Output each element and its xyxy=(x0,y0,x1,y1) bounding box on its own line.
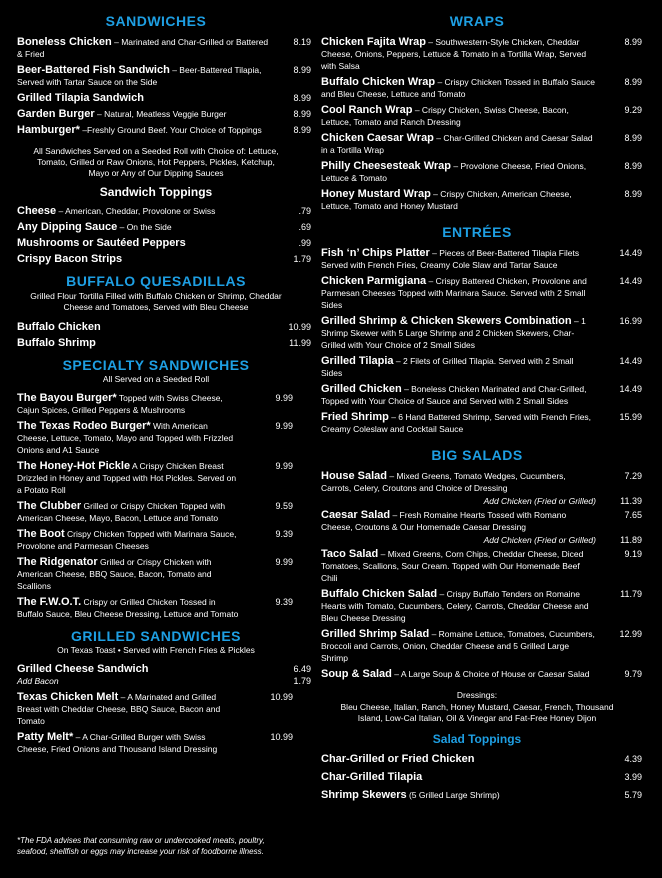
menu-item: The F.W.O.T. Crispy or Grilled Chicken Tossed in Buffalo Sauce, Bleu Cheese Dressing, Lettuce and Tomato 9.39 xyxy=(17,596,293,619)
item-price: 9.99 xyxy=(275,557,293,567)
item-price: 16.99 xyxy=(619,316,642,326)
section-title: Sandwich Toppings xyxy=(99,185,213,199)
wraps-section xyxy=(321,13,642,212)
item-price: 4.39 xyxy=(624,754,642,764)
section-title: BIG SALADS xyxy=(431,447,523,463)
fda-disclaimer: *The FDA advises that consuming raw or undercooked meats, poultry, seafood, shellfish or eggs may increase your risk of foodborne illness. xyxy=(17,836,265,856)
grilled-sandwiches-section xyxy=(17,628,311,755)
item-price: 8.99 xyxy=(624,37,642,47)
item-price: 8.99 xyxy=(293,93,311,103)
item-price: 10.99 xyxy=(288,322,311,332)
menu-item: Buffalo Shrimp 11.99 xyxy=(17,337,311,349)
item-price: 8.19 xyxy=(293,37,311,47)
item-price: .79 xyxy=(298,206,311,216)
item-price: 8.99 xyxy=(293,65,311,75)
item-price: 10.99 xyxy=(270,692,293,702)
section-title: WRAPS xyxy=(449,13,505,29)
menu-item: Fish ‘n’ Chips Platter – Pieces of Beer-Battered Tilapia Filets Served with French Fries, Creamy Cole Slaw and Tartar Sauce 14.49 xyxy=(321,247,642,270)
add-chicken-row: Add Chicken (Fried or Grilled) 11.39 xyxy=(483,496,642,506)
menu-item: Beer-Battered Fish Sandwich – Beer-Battered Tilapia, Served with Tartar Sauce on the Side 8.99 xyxy=(17,64,311,87)
sandwiches-section xyxy=(17,13,311,181)
item-price: 7.65 xyxy=(624,510,642,520)
item-price: 9.29 xyxy=(624,105,642,115)
menu-item: The Honey-Hot Pickle A Crispy Chicken Breast Drizzled in Honey and Topped with Hot Pickles. Served on a Potato Roll 9.99 xyxy=(17,460,293,495)
menu-item: Chicken Fajita Wrap – Southwestern-Style Chicken, Cheddar Cheese, Onions, Peppers, Lettuce & Tomato in a Tortilla Wrap, Served with Salsa 8.99 xyxy=(321,36,642,71)
item-price: 14.49 xyxy=(619,384,642,394)
salad-toppings-section xyxy=(321,732,642,801)
item-price: 1.79 xyxy=(293,254,311,264)
menu-item: The Ridgenator Grilled or Crispy Chicken with American Cheese, BBQ Sauce, Bacon, Tomato and Scallions 9.99 xyxy=(17,556,293,591)
menu-item: Boneless Chicken – Marinated and Char-Grilled or Battered & Fried 8.19 xyxy=(17,36,311,59)
item-price: 8.99 xyxy=(293,125,311,135)
menu-item: Philly Cheesesteak Wrap – Provolone Cheese, Fried Onions, Lettuce & Tomato 8.99 xyxy=(321,160,642,183)
item-price: 9.79 xyxy=(624,669,642,679)
item-price: 8.99 xyxy=(624,133,642,143)
menu-item: Honey Mustard Wrap – Crispy Chicken, American Cheese, Lettuce, Tomato and Honey Mustard 8.99 xyxy=(321,188,642,211)
menu-item: Caesar Salad – Fresh Romaine Hearts Tossed with Romano Cheese, Croutons & Our Homemade Caesar Dressing 7.65 xyxy=(321,509,642,532)
item-price: 11.99 xyxy=(289,338,311,348)
menu-item: Char-Grilled or Fried Chicken 4.39 xyxy=(321,753,642,765)
menu-item: House Salad – Mixed Greens, Tomato Wedges, Cucumbers, Carrots, Celery, Croutons and Choice of Dressing 7.29 xyxy=(321,470,642,493)
item-price: 11.79 xyxy=(620,589,642,599)
item-price: 8.99 xyxy=(624,189,642,199)
menu-item: Grilled Chicken – Boneless Chicken Marinated and Char-Grilled, Topped with Your Choice of Sauce and Served with 2 Small Sides 14.49 xyxy=(321,383,642,406)
menu-item: Grilled Tilapia Sandwich 8.99 xyxy=(17,92,311,104)
entrees-section xyxy=(321,224,642,435)
menu-item: Grilled Cheese Sandwich 6.49 xyxy=(17,663,311,675)
item-price: 11.39 xyxy=(620,496,642,506)
section-title: Salad Toppings xyxy=(432,732,522,746)
right-column xyxy=(321,0,642,805)
menu-item: The Bayou Burger* Topped with Swiss Cheese, Cajun Spices, Grilled Peppers & Mushrooms 9.99 xyxy=(17,392,293,415)
menu-item: Grilled Shrimp Salad – Romaine Lettuce, Tomatoes, Cucumbers, Broccoli and Carrots, Onion, Cheddar Cheese and 5 Grilled Large Shrimp 12.99 xyxy=(321,628,642,663)
section-title: GRILLED SANDWICHES xyxy=(71,628,241,644)
item-price: 10.99 xyxy=(270,732,293,742)
section-note: All Sandwiches Served on a Seeded Roll with Choice of: Lettuce, Tomato, Grilled or Raw Onions, Hot Peppers, Pickles, Ketchup, Mayo or Any of Our Dipping Sauces xyxy=(33,146,279,178)
menu-item: Crispy Bacon Strips 1.79 xyxy=(17,253,311,265)
item-price: 9.19 xyxy=(624,549,642,559)
section-title: SANDWICHES xyxy=(105,13,207,29)
menu-item: Patty Melt* – A Char-Grilled Burger with Swiss Cheese, Fried Onions and Thousand Island Dressing 10.99 xyxy=(17,731,293,754)
item-price: 9.99 xyxy=(275,393,293,403)
item-price: 8.99 xyxy=(624,77,642,87)
menu-item: Hamburger* –Freshly Ground Beef. Your Choice of Toppings 8.99 xyxy=(17,124,311,136)
section-note: On Texas Toast • Served with French Fries & Pickles xyxy=(57,645,255,655)
item-price: 3.99 xyxy=(624,772,642,782)
item-price: 9.59 xyxy=(275,501,293,511)
item-price: 6.49 xyxy=(293,664,311,674)
item-price: .99 xyxy=(298,238,311,248)
menu-item: Buffalo Chicken Wrap – Crispy Chicken Tossed in Buffalo Sauce and Bleu Cheese, Lettuce and Tomato 8.99 xyxy=(321,76,642,99)
menu-item: Fried Shrimp – 6 Hand Battered Shrimp, Served with French Fries, Creamy Coleslaw and Cocktail Sauce 15.99 xyxy=(321,411,642,434)
menu-item: Buffalo Chicken 10.99 xyxy=(17,321,311,333)
dressings-label: Dressings: xyxy=(456,690,498,700)
item-price: 9.39 xyxy=(275,529,293,539)
menu-item: Grilled Shrimp & Chicken Skewers Combination – 1 Shrimp Skewer with 5 Large Shrimp and 2 Chicken Skewers, Char-Grilled with Your Choice of 2 Small Sides 16.99 xyxy=(321,315,642,350)
item-price: 1.79 xyxy=(293,676,311,686)
menu-item: The Texas Rodeo Burger* With American Cheese, Lettuce, Tomato, Mayo and Topped with Frizzled Onions and A1 Sauce 9.99 xyxy=(17,420,293,455)
left-column xyxy=(17,0,311,759)
menu-item: Buffalo Chicken Salad – Crispy Buffalo Tenders on Romaine Hearts with Tomato, Cucumbers, Celery, Carrots, Cheddar Cheese and Bleu Cheese Dressing 11.79 xyxy=(321,588,642,623)
menu-item: Chicken Caesar Wrap – Char-Grilled Chicken and Caesar Salad in a Tortilla Wrap 8.99 xyxy=(321,132,642,155)
add-bacon-row: Add Bacon 1.79 xyxy=(17,676,311,686)
menu-item: Mushrooms or Sautéed Peppers .99 xyxy=(17,237,311,249)
item-price: 12.99 xyxy=(619,629,642,639)
item-price: .69 xyxy=(298,222,311,232)
menu-item: Taco Salad – Mixed Greens, Corn Chips, Cheddar Cheese, Diced Tomatoes, Scallions, Sour Cream. Topped with Our Homemade Beef Chili 9.19 xyxy=(321,548,642,583)
section-note: Grilled Flour Tortilla Filled with Buffalo Chicken or Shrimp, Cheddar Cheese and Tomatoes, Served with Bleu Cheese xyxy=(30,291,282,312)
menu-item: Char-Grilled Tilapia 3.99 xyxy=(321,771,642,783)
item-price: 9.39 xyxy=(275,597,293,607)
item-price: 14.49 xyxy=(619,248,642,258)
sandwich-toppings-section xyxy=(17,185,311,265)
item-price: 14.49 xyxy=(619,276,642,286)
menu-item: Chicken Parmigiana – Crispy Battered Chicken, Provolone and Parmesan Cheeses Topped with Marinara Sauce. Served with 2 Small Sides 14.49 xyxy=(321,275,642,310)
menu-item: Garden Burger – Natural, Meatless Veggie Burger 8.99 xyxy=(17,108,311,120)
menu-item: The Boot Crispy Chicken Topped with Marinara Sauce, Provolone and Parmesan Cheeses 9.39 xyxy=(17,528,293,551)
specialty-sandwiches-section xyxy=(17,357,295,620)
menu-item: Cool Ranch Wrap – Crispy Chicken, Swiss Cheese, Bacon, Lettuce, Tomato and Ranch Dressing 9.29 xyxy=(321,104,642,127)
dressings-list: Bleu Cheese, Italian, Ranch, Honey Mustard, Caesar, French, Thousand Island, Low-Cal Italian, Oil & Vinegar and Fat-Free Honey Dijon xyxy=(340,702,614,723)
item-price: 15.99 xyxy=(619,412,642,422)
section-title: ENTRÉES xyxy=(442,224,512,240)
item-price: 9.99 xyxy=(275,421,293,431)
item-price: 9.99 xyxy=(275,461,293,471)
item-price: 8.99 xyxy=(624,161,642,171)
menu-item: Shrimp Skewers (5 Grilled Large Shrimp) 5.79 xyxy=(321,789,642,801)
section-title: SPECIALTY SANDWICHES xyxy=(62,357,250,373)
item-price: 11.89 xyxy=(620,535,642,545)
menu-item: Texas Chicken Melt – A Marinated and Grilled Breast with Cheddar Cheese, BBQ Sauce, Bacon and Tomato 10.99 xyxy=(17,691,293,726)
item-price: 14.49 xyxy=(619,356,642,366)
menu-item: Soup & Salad – A Large Soup & Choice of House or Caesar Salad 9.79 xyxy=(321,668,642,680)
section-note: All Served on a Seeded Roll xyxy=(102,374,210,384)
add-chicken-row: Add Chicken (Fried or Grilled) 11.89 xyxy=(483,535,642,545)
item-price: 5.79 xyxy=(624,790,642,800)
big-salads-section xyxy=(321,447,642,724)
item-price: 7.29 xyxy=(624,471,642,481)
menu-item: Any Dipping Sauce – On the Side .69 xyxy=(17,221,311,233)
item-price: 8.99 xyxy=(293,109,311,119)
buffalo-quesadillas-section xyxy=(17,273,311,349)
menu-item: Grilled Tilapia – 2 Filets of Grilled Tilapia. Served with 2 Small Sides 14.49 xyxy=(321,355,642,378)
section-title: BUFFALO QUESADILLAS xyxy=(66,273,246,289)
menu-item: The Clubber Grilled or Crispy Chicken Topped with American Cheese, Mayo, Bacon, Lettuce and Tomato 9.59 xyxy=(17,500,293,523)
menu-item: Cheese – American, Cheddar, Provolone or Swiss .79 xyxy=(17,205,311,217)
